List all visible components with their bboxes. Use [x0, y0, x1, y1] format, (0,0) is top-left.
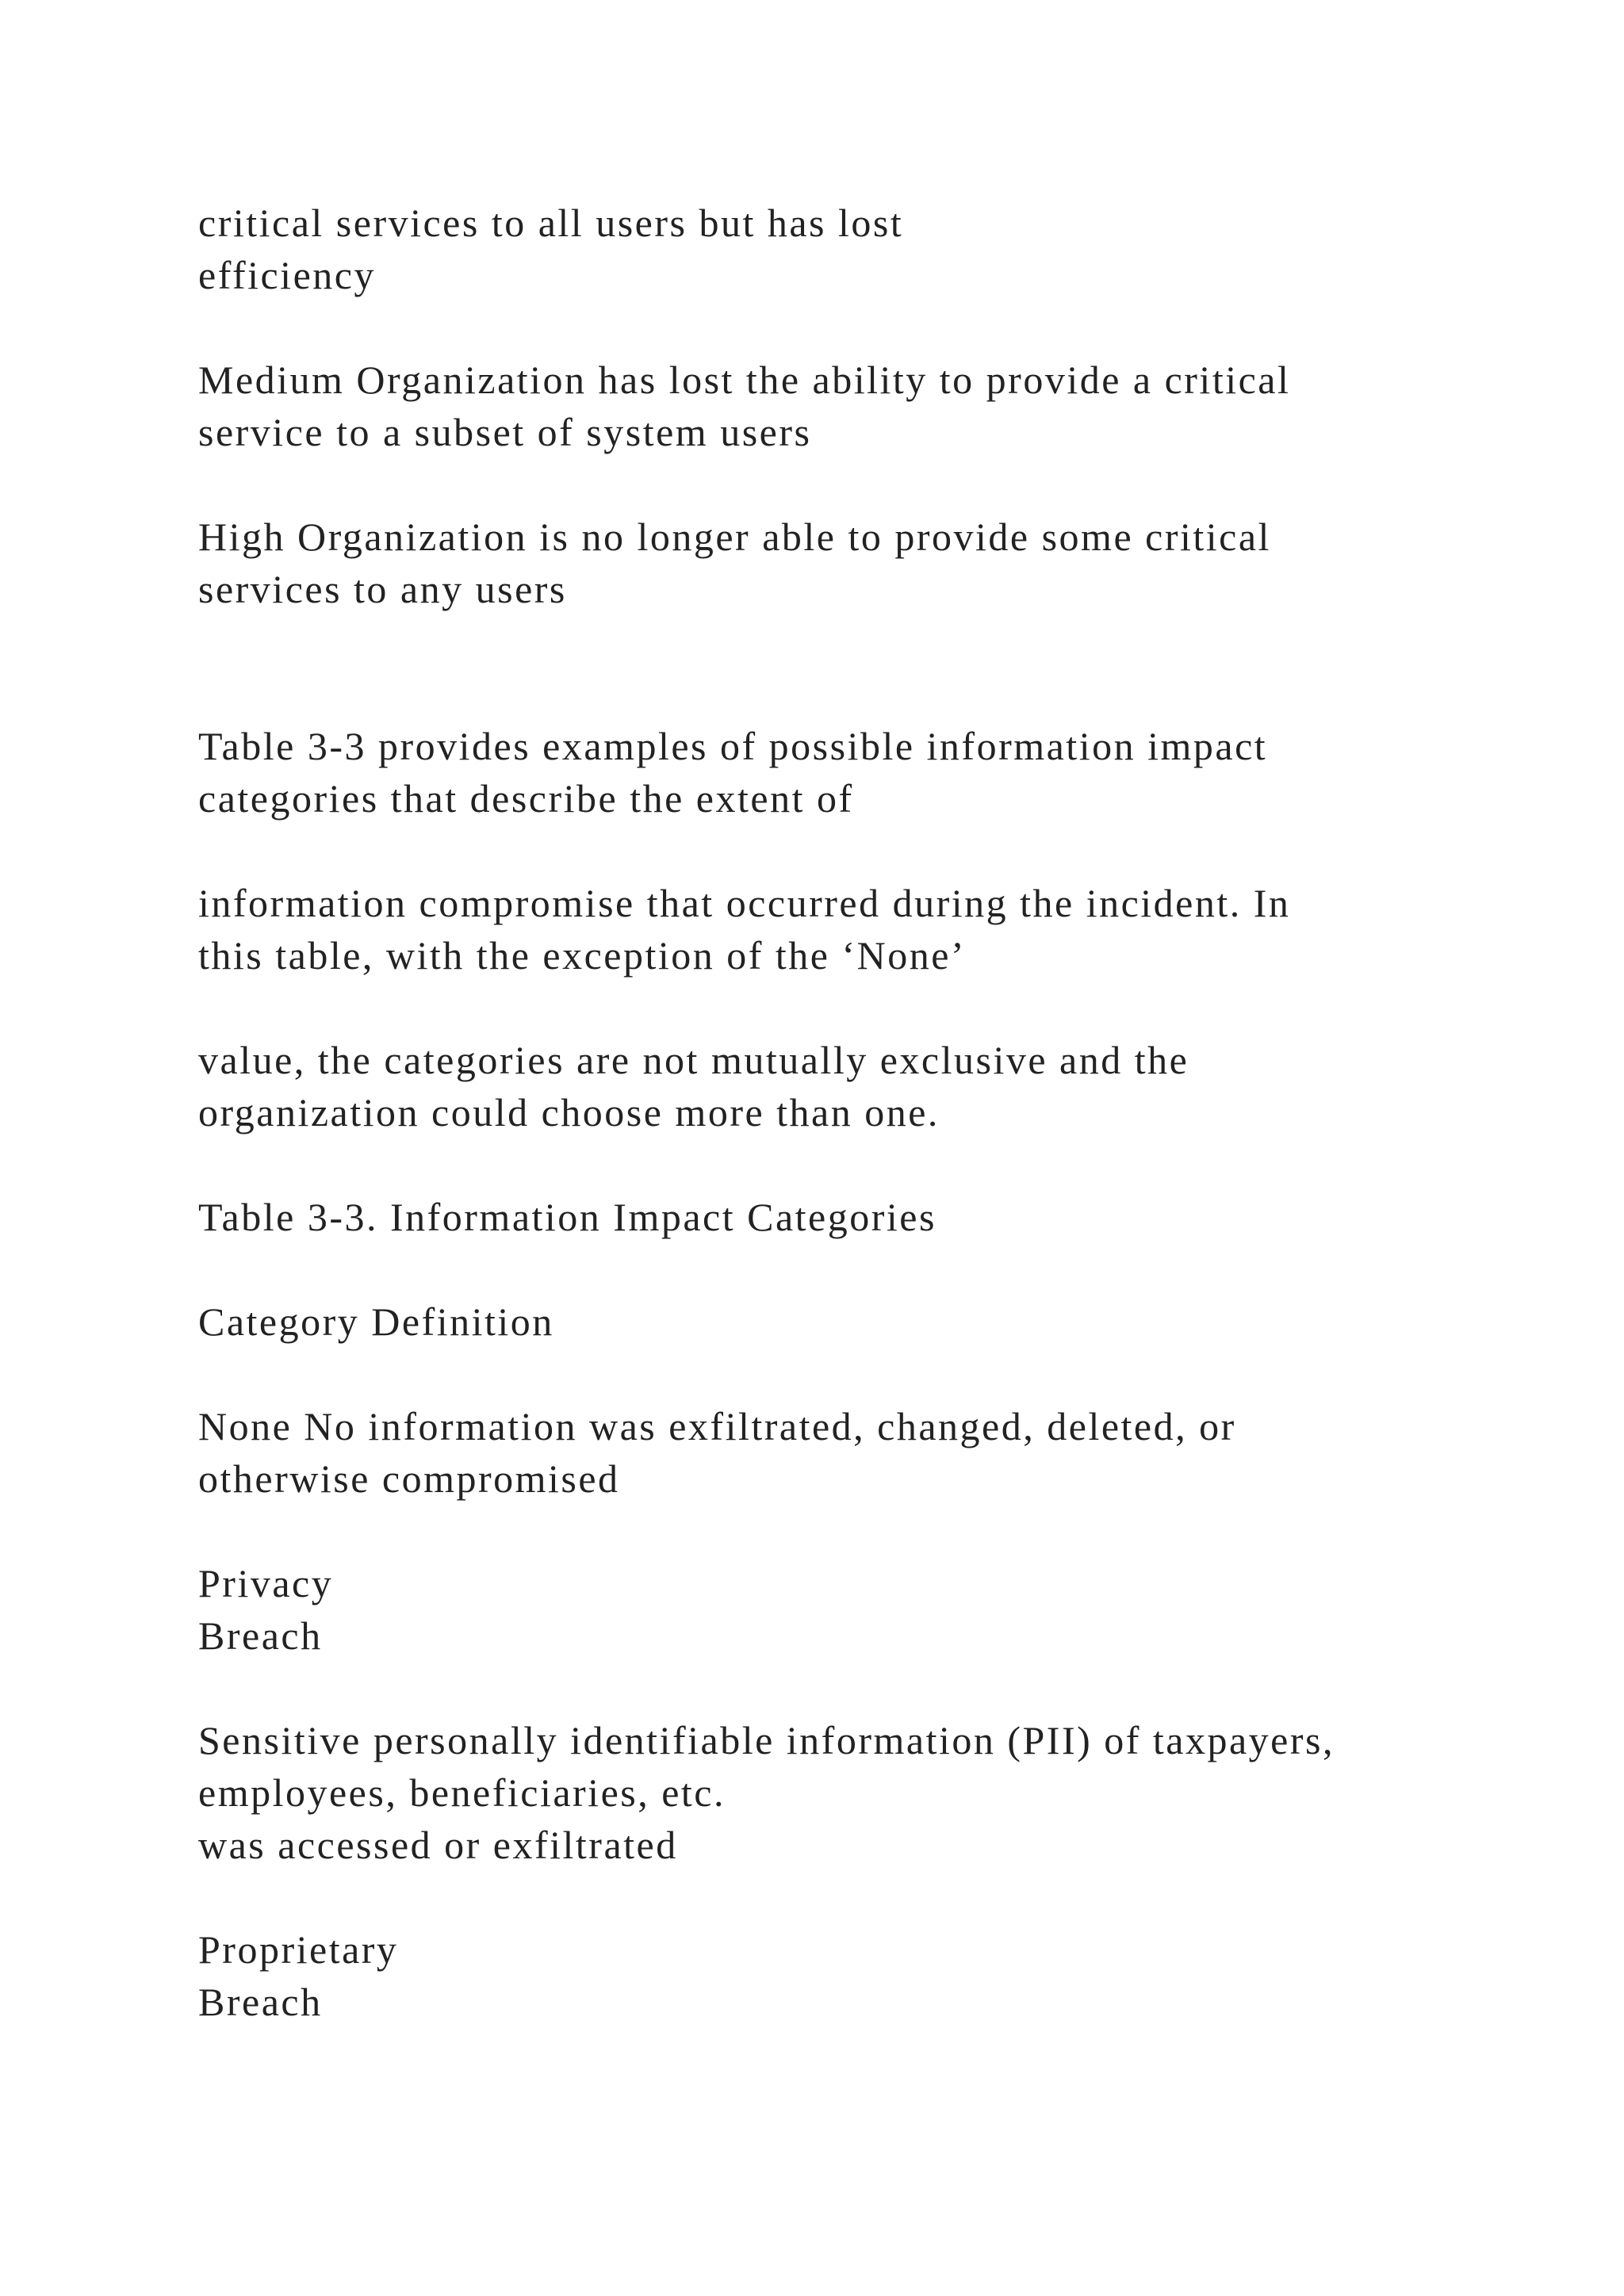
text-line-6: services to any users	[198, 567, 567, 611]
text-line-4: service to a subset of system users	[198, 410, 812, 454]
text-line-22: Proprietary	[198, 1927, 399, 1972]
text-line-10: this table, with the exception of the ‘None’	[198, 933, 967, 978]
text-line-5: High Organization is no longer able to provide some critical	[198, 515, 1271, 559]
text-line-1: critical services to all users but has lost	[198, 201, 904, 245]
text-line-12: organization could choose more than one.	[198, 1090, 940, 1135]
text-line-19: Sensitive personally identifiable information (PII) of taxpayers,	[198, 1718, 1335, 1762]
text-line-15: None No information was exfiltrated, changed, deleted, or	[198, 1404, 1236, 1448]
text-line-17: Privacy	[198, 1561, 334, 1605]
text-line-20: employees, beneficiaries, etc.	[198, 1770, 726, 1815]
table-caption: Table 3-3. Information Impact Categories	[198, 1195, 936, 1239]
text-line-21: was accessed or exfiltrated	[198, 1823, 678, 1867]
text-line-7: Table 3-3 provides examples of possible information impact	[198, 724, 1268, 768]
text-line-8: categories that describe the extent of	[198, 776, 854, 821]
text-line-18: Breach	[198, 1613, 323, 1658]
text-line-2: efficiency	[198, 253, 376, 297]
text-line-23: Breach	[198, 1980, 323, 2024]
table-header: Category Definition	[198, 1299, 554, 1344]
text-line-3: Medium Organization has lost the ability to provide a critical	[198, 358, 1291, 402]
text-line-11: value, the categories are not mutually exclusive and the	[198, 1038, 1189, 1082]
text-line-9: information compromise that occurred during the incident. In	[198, 881, 1291, 925]
text-line-16: otherwise compromised	[198, 1456, 620, 1501]
